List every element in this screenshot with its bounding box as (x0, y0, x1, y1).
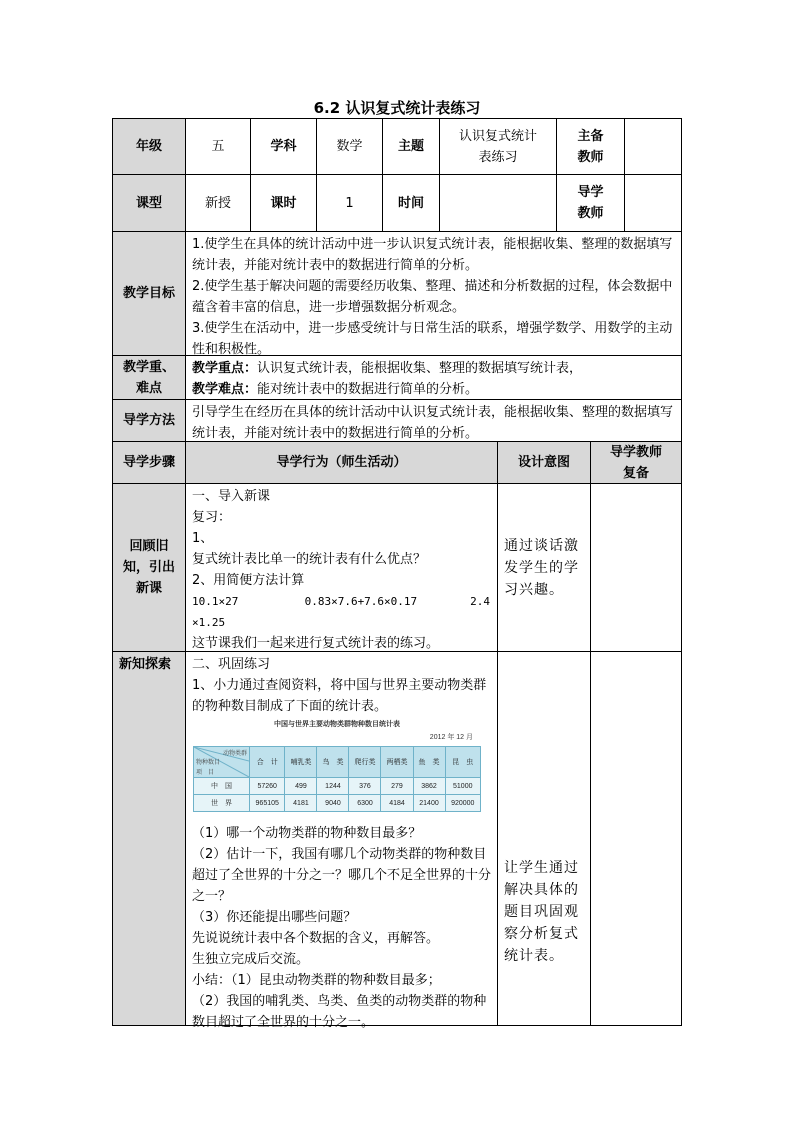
keypoints-label: 教学重、难点 (122, 359, 175, 396)
explore-line: （2）我国的哺乳类、鸟类、鱼类的动物类群的物种数目超过了全世界的十分之一。 (192, 994, 487, 1030)
topic-label: 主题 (397, 139, 424, 154)
stat-cell: 21400 (413, 795, 445, 812)
period-label: 课时 (270, 195, 297, 211)
stat-cell: 499 (285, 778, 317, 795)
stat-row-name: 世 界 (194, 795, 250, 812)
review-line: ×1.25 (192, 616, 226, 629)
stat-cell: 279 (381, 778, 413, 795)
explore-line: （2）估计一下，我国有哪几个动物类群的物种数目超过了全世界的十分之一？哪几个不足全世界的十分之一？ (192, 847, 492, 904)
stat-table-grid (193, 746, 481, 812)
stat-cell: 51000 (445, 778, 480, 795)
stat-cell: 920000 (445, 795, 480, 812)
stat-table-title: 中国与世界主要动物类群物种数目统计表 (274, 721, 400, 728)
stat-cell: 9040 (317, 795, 349, 812)
explore-content (186, 652, 497, 1030)
key-label: 教学重点： (192, 361, 258, 376)
stat-cell: 6300 (349, 795, 381, 812)
stat-table-date: 2012 年 12 月 (429, 734, 473, 741)
design-header: 设计意图 (517, 455, 570, 470)
explore-line: （1）哪一个动物类群的物种数目最多？ (192, 826, 422, 841)
review-design: 通过谈话激发学生的学习兴趣。 (504, 537, 579, 598)
grade-value: 五 (211, 139, 225, 154)
stat-col-header: 哺乳类 (285, 747, 317, 778)
review-label: 回顾旧知，引出新课 (122, 539, 175, 596)
subject-label: 学科 (270, 139, 297, 154)
explore-line: 1、小力通过查阅资料，将中国与世界主要动物类群的物种数目制成了下面的统计表。 (192, 678, 487, 714)
goals-content (186, 232, 681, 355)
method-text: 引导学生在经历在具体的统计活动中认识复式统计表，能根据收集、整理的数据填写统计表，并能对统计表中的数据进行简单的分析。 (192, 405, 674, 441)
stat-col-header: 合 计 (250, 747, 285, 778)
page-title: 6.2 认识复式统计表练习 (313, 99, 481, 117)
stat-cell: 965105 (250, 795, 285, 812)
corner-bottom: 项 目 (196, 770, 215, 776)
stat-cell: 376 (349, 778, 381, 795)
steps-header: 导学步骤 (122, 455, 175, 470)
goals-label: 教学目标 (122, 286, 175, 301)
topic-value: 认识复式统计表练习 (458, 128, 537, 165)
stat-cell: 3862 (413, 778, 445, 795)
review-line: 10.1×27 0.83×7.6+7.6×0.17 2.4 (192, 595, 491, 608)
key-text: 认识复式统计表，能根据收集、整理的数据填写统计表， (257, 361, 583, 376)
stat-table-corner (194, 747, 250, 778)
review-line: 复式统计表比单一的统计表有什么优点？ (192, 552, 427, 567)
hard-label: 教学难点： (192, 382, 258, 397)
period-value: 1 (345, 195, 354, 211)
review-line: 这节课我们一起来进行复式统计表的练习。 (192, 636, 440, 651)
goal-item: 1.使学生在具体的统计活动中进一步认识复式统计表，能根据收集、整理的数据填写统计表，并能对统计表中的数据进行简单的分析。 (192, 237, 673, 273)
prep-header: 导学教师复备 (609, 444, 662, 481)
method-label: 导学方法 (122, 413, 175, 428)
review-line: 2、用简便方法计算 (192, 573, 305, 588)
review-content (186, 484, 497, 651)
stat-col-header: 鱼 类 (413, 747, 445, 778)
explore-line: 先说说统计表中各个数据的含义，再解答。 (192, 931, 440, 946)
explore-line: 二、巩固练习 (192, 657, 271, 672)
stat-col-header: 鸟 类 (317, 747, 349, 778)
stat-col-header: 两栖类 (381, 747, 413, 778)
lesson-type-label: 课型 (135, 195, 162, 211)
stat-cell: 57260 (250, 778, 285, 795)
stat-cell: 4184 (381, 795, 413, 812)
review-line: 一、导入新课 (192, 489, 271, 504)
lesson-type-value: 新授 (204, 195, 231, 211)
stat-cell: 4181 (285, 795, 317, 812)
explore-line: （3）你还能提出哪些问题？ (192, 910, 357, 925)
guide-teacher-label: 导学教师 (577, 185, 604, 221)
goal-item: 2.使学生基于解决问题的需要经历收集、整理、描述和分析数据的过程，体会数据中蕴含着丰富的信息，进一步增强数据分析观念。 (192, 279, 673, 315)
stat-col-header: 爬行类 (349, 747, 381, 778)
explore-line: 小结：（1）昆虫动物类群的物种数目最多； (192, 973, 441, 988)
corner-top: 动物类群 (222, 751, 247, 757)
explore-design: 让学生通过解决具体的题目巩固观察分析复式统计表。 (504, 860, 579, 964)
animal-stat-table (193, 719, 481, 811)
explore-label: 新知探索 (119, 657, 172, 672)
stat-col-header: 昆 虫 (445, 747, 480, 778)
time-label: 时间 (397, 195, 424, 211)
stat-row-name: 中 国 (194, 778, 250, 795)
hard-text: 能对统计表中的数据进行简单的分析。 (257, 382, 479, 397)
actions-header: 导学行为（师生活动） (276, 455, 407, 470)
goal-item: 3.使学生在活动中，进一步感受统计与日常生活的联系，增强学数学、用数学的主动性和积极性。 (192, 321, 673, 357)
grade-label: 年级 (135, 139, 162, 154)
subject-value: 数学 (336, 139, 363, 154)
review-line: 1、 (192, 531, 214, 546)
stat-cell: 1244 (317, 778, 349, 795)
explore-line: 生独立完成后交流。 (192, 952, 310, 967)
corner-mid: 物种数目 (196, 760, 221, 766)
review-line: 复习： (192, 510, 232, 525)
keypoints-content (186, 356, 681, 399)
main-teacher-label: 主备教师 (577, 128, 604, 165)
